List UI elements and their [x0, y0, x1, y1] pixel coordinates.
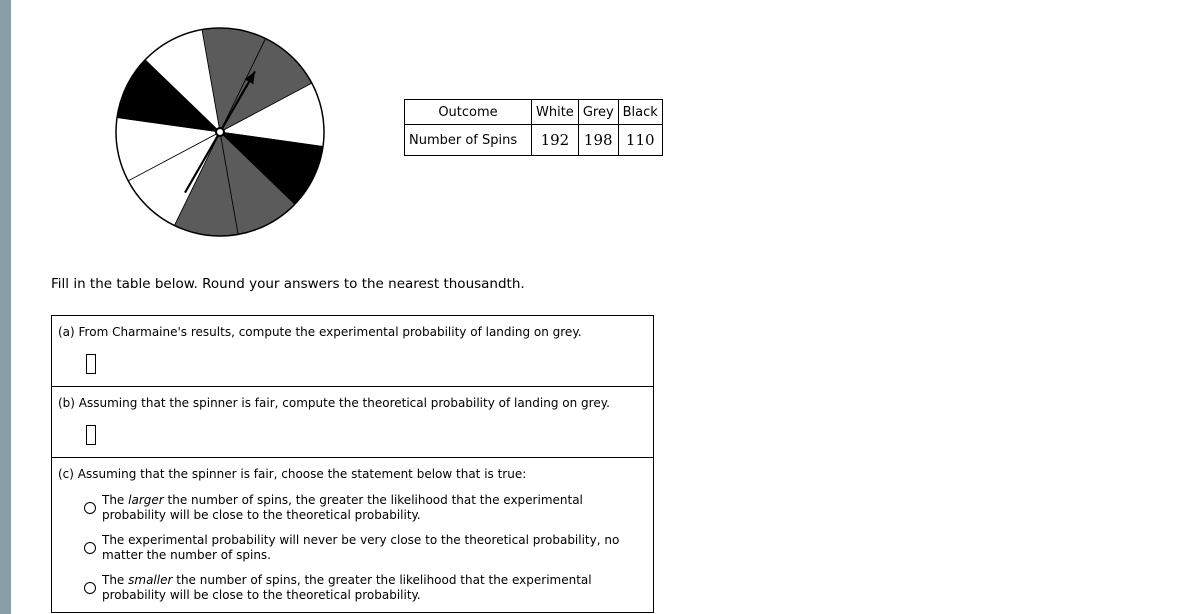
radio-button-option-3[interactable] [84, 582, 96, 594]
option-3-emphasis: smaller [128, 573, 173, 587]
radio-button-option-1[interactable] [84, 502, 96, 514]
spinner-hub [216, 128, 224, 136]
radio-button-option-2[interactable] [84, 542, 96, 554]
option-3-text-end: the number of spins, the greater the likelihood that the experimental probability will be close to the theoretical probability. [102, 573, 592, 602]
spins-row-label: Number of Spins [405, 125, 532, 156]
option-1-text-end: the number of spins, the greater the likelihood that the experimental probability will be close to the theoretical probability. [102, 493, 583, 522]
black-spins-value: 110 [618, 125, 662, 156]
option-2-text-start: The experimental probability will never be very close to the theoretical probability, no matter the number of spins. [102, 533, 620, 562]
question-c-section [52, 458, 653, 612]
outcome-header-cell: Outcome [405, 100, 532, 125]
option-2-text [102, 533, 642, 563]
column-header-white: White [532, 100, 579, 125]
question-b-section [52, 387, 653, 458]
question-a-answer-input[interactable] [86, 354, 96, 374]
question-a-section [52, 316, 653, 387]
grey-spins-value: 198 [578, 125, 618, 156]
question-b-text: (b) Assuming that the spinner is fair, compute the theoretical probability of landing on grey. [58, 396, 610, 410]
column-header-grey: Grey [578, 100, 618, 125]
option-never-close[interactable] [52, 533, 653, 567]
column-header-black: Black [618, 100, 662, 125]
white-spins-value: 192 [532, 125, 579, 156]
table-spins-row [405, 125, 663, 156]
answer-table [51, 315, 654, 613]
left-edge-bar [0, 0, 11, 614]
option-1-emphasis: larger [128, 493, 164, 507]
question-c-text: (c) Assuming that the spinner is fair, choose the statement below that is true: [58, 467, 527, 481]
question-b-answer-input[interactable] [86, 425, 96, 445]
spinner-wheel [112, 24, 328, 240]
option-1-text [102, 493, 642, 523]
option-1-text-start: The [102, 493, 129, 507]
option-smaller-spins[interactable] [52, 573, 653, 607]
option-larger-spins[interactable] [52, 493, 653, 527]
instruction-text: Fill in the table below. Round your answers to the nearest thousandth. [51, 276, 525, 292]
question-a-text: (a) From Charmaine's results, compute the experimental probability of landing on grey. [58, 325, 582, 339]
table-header-row [405, 100, 663, 125]
option-3-text-start: The [102, 573, 129, 587]
option-3-text [102, 573, 642, 603]
outcome-table [404, 99, 663, 156]
